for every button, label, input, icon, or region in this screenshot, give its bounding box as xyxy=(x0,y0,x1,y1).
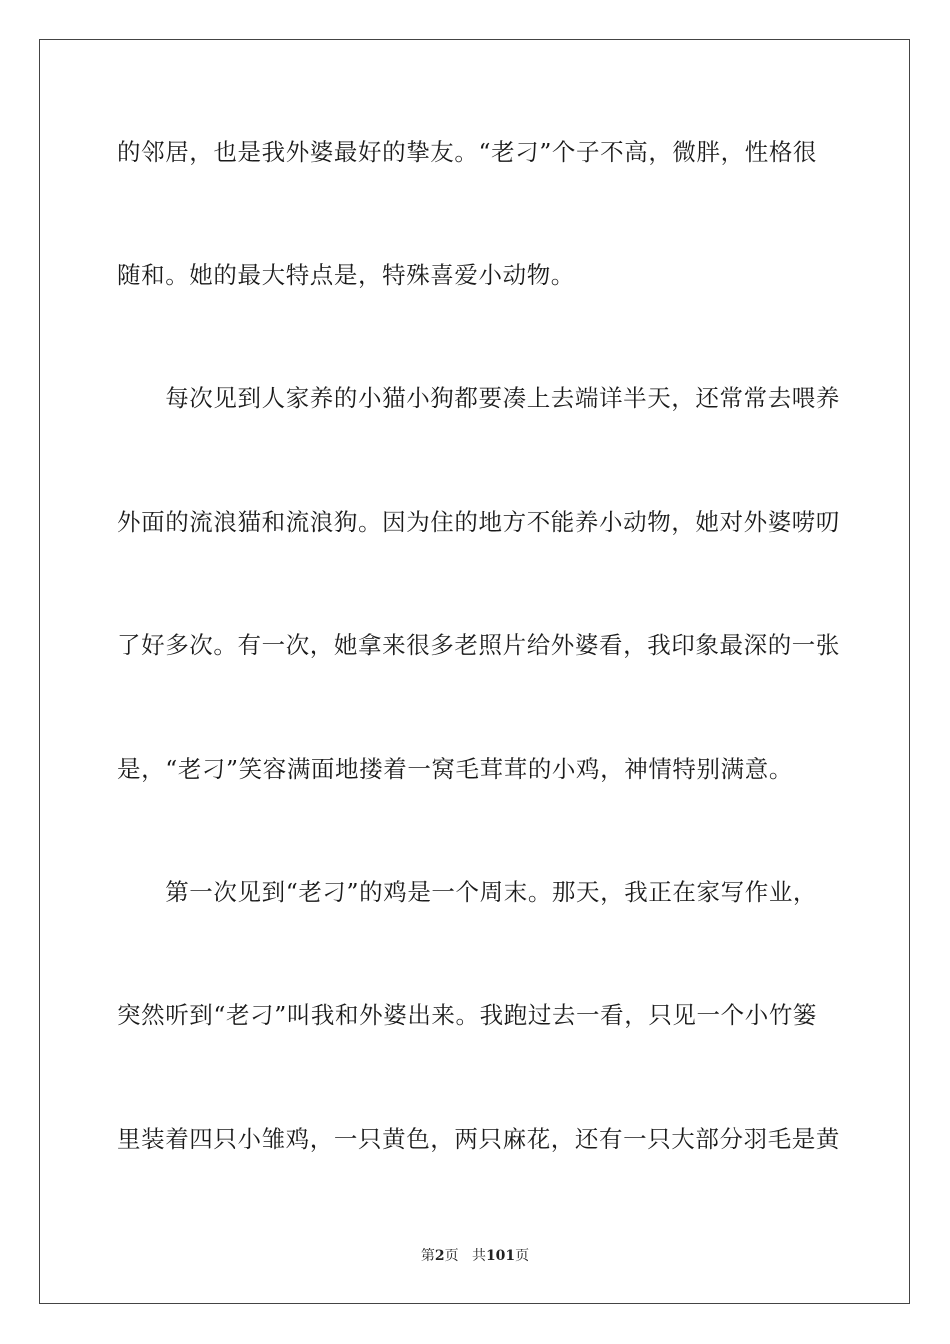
text-line-1: 的邻居，也是我外婆最好的挚友。“老刁”个子不高，微胖，性格很 xyxy=(117,138,818,166)
text-line-6: 是，“老刁”笑容满面地搂着一窝毛茸茸的小鸡，神情特别满意。 xyxy=(117,755,793,783)
total-pages-number: 101 xyxy=(485,1248,516,1264)
text-line-4: 外面的流浪猫和流浪狗。因为住的地方不能养小动物，她对外婆唠叨 xyxy=(117,508,840,536)
footer-total-prefix: 共 xyxy=(471,1248,486,1264)
current-page-number: 2 xyxy=(434,1248,445,1264)
footer-prefix: 第 xyxy=(420,1248,435,1264)
footer-total-suffix: 页 xyxy=(515,1248,530,1264)
text-line-7: 第一次见到“老刁”的鸡是一个周末。那天，我正在家写作业， xyxy=(117,878,818,906)
text-line-5: 了好多次。有一次，她拿来很多老照片给外婆看，我印象最深的一张 xyxy=(117,631,840,659)
text-line-9: 里装着四只小雏鸡，一只黄色，两只麻花，还有一只大部分羽毛是黄 xyxy=(117,1125,840,1153)
page-footer xyxy=(0,1246,950,1266)
text-line-8: 突然听到“老刁”叫我和外婆出来。我跑过去一看，只见一个小竹篓 xyxy=(117,1001,818,1029)
text-line-2: 随和。她的最大特点是，特殊喜爱小动物。 xyxy=(117,261,575,289)
page-frame xyxy=(39,39,910,1304)
footer-page-word: 页 xyxy=(444,1248,459,1264)
text-line-3: 每次见到人家养的小猫小狗都要凑上去端详半天，还常常去喂养 xyxy=(117,384,840,412)
